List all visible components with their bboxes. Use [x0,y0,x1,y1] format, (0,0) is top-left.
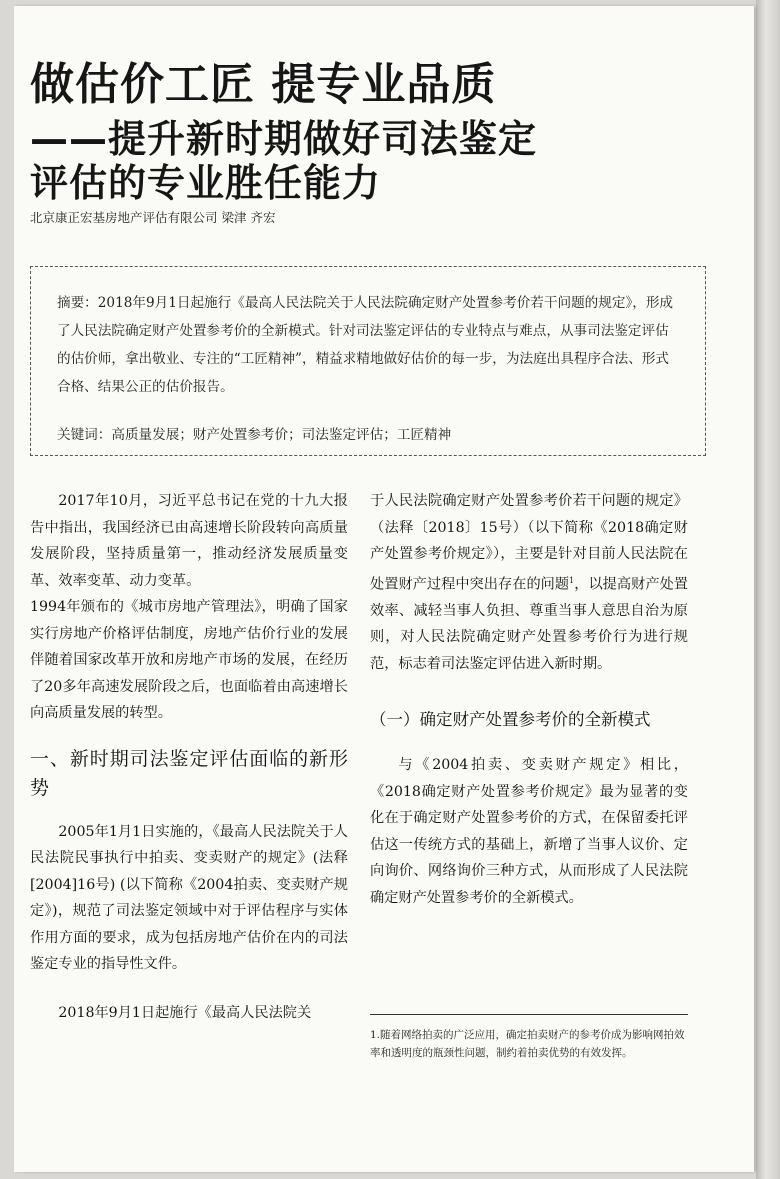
paragraph [370,488,688,677]
footnote: 1.随着网络拍卖的广泛应用，确定拍卖财产的参考价成为影响网拍效率和透明度的瓶颈性问题，制约着拍卖优势的有效发挥。 [370,1029,685,1059]
paragraph-part: ，以提高财产处置效率、减轻当事人负担、尊重当事人意思自治为原则，对人民法院确定财产处置参考价行为进行规范，标志着司法鉴定评估进入新时期。 [370,576,688,672]
paragraph-part: 于人民法院确定财产处置参考价若干问题的规定》（法释〔2018〕15号）（以下简称《2018确定财产处置参考价规定》），主要是针对目前人民法院在处置财产过程中突出存在的问题 [370,493,688,593]
paragraph: 与《2004拍卖、变卖财产规定》相比，《2018确定财产处置参考价规定》最为显著的变化在于确定财产处置参考价的方式，在保留委托评估这一传统方式的基础上，新增了当事人议价、定向询价、网络询价三种方式，从而形成了人民法院确定财产处置参考价的全新模式。 [370,757,688,906]
left-column [30,488,348,1026]
abstract-text: 摘要：2018年9月1日起施行《最高人民法院关于人民法院确定财产处置参考价若干问题的规定》，形成了人民法院确定财产处置参考价的全新模式。针对司法鉴定评估的专业特点与难点，从事司法鉴定评估的估价师，拿出敬业、专注的“工匠精神”，精益求精地做好估价的每一步，为法庭出具程序合法、形式合格、结果公正的估价报告。 [57,295,674,395]
paragraph: 1994年颁布的《城市房地产管理法》，明确了国家实行房地产价格评估制度，房地产估价行业的发展伴随着国家改革开放和房地产市场的发展，在经历了20多年高速发展阶段之后，也面临着由高速增长向高质量发展的转型。 [30,599,348,721]
right-column [370,488,688,911]
paragraph: 2005年1月1日实施的，《最高人民法院关于人民法院民事执行中拍卖、变卖财产的规定》(法释[2004]16号) (以下简称《2004拍卖、变卖财产规定》)，规范了司法鉴定领域中对于评估程序与实体作用方面的要求，成为包括房地产估价在内的司法鉴定专业的指导性文件。 [30,823,348,972]
title-line-1: 做估价工匠 提专业品质 [30,59,497,110]
subsection-heading: （一）确定财产处置参考价的全新模式 [370,710,651,730]
author-line: 北京康正宏基房地产评估有限公司 梁津 齐宏 [30,210,276,225]
keywords: 关键词：高质量发展；财产处置参考价；司法鉴定评估；工匠精神 [57,427,452,443]
page-edge [756,0,780,1179]
paragraph: 2017年10月，习近平总书记在党的十九大报告中指出，我国经济已由高速增长阶段转向高质量发展阶段，坚持质量第一，推动经济发展质量变革、效率变革、动力变革。 [30,493,348,589]
footnote-divider [370,1014,688,1015]
abstract-box [30,266,706,456]
title-line-2: ——提升新时期做好司法鉴定 [30,117,538,161]
title-line-3: 评估的专业胜任能力 [30,161,382,205]
footnote-ref: 1 [569,575,575,585]
paragraph: 2018年9月1日起施行《最高人民法院关 [58,1004,312,1021]
section-heading: 一、新时期司法鉴定评估面临的新形势 [30,747,348,799]
